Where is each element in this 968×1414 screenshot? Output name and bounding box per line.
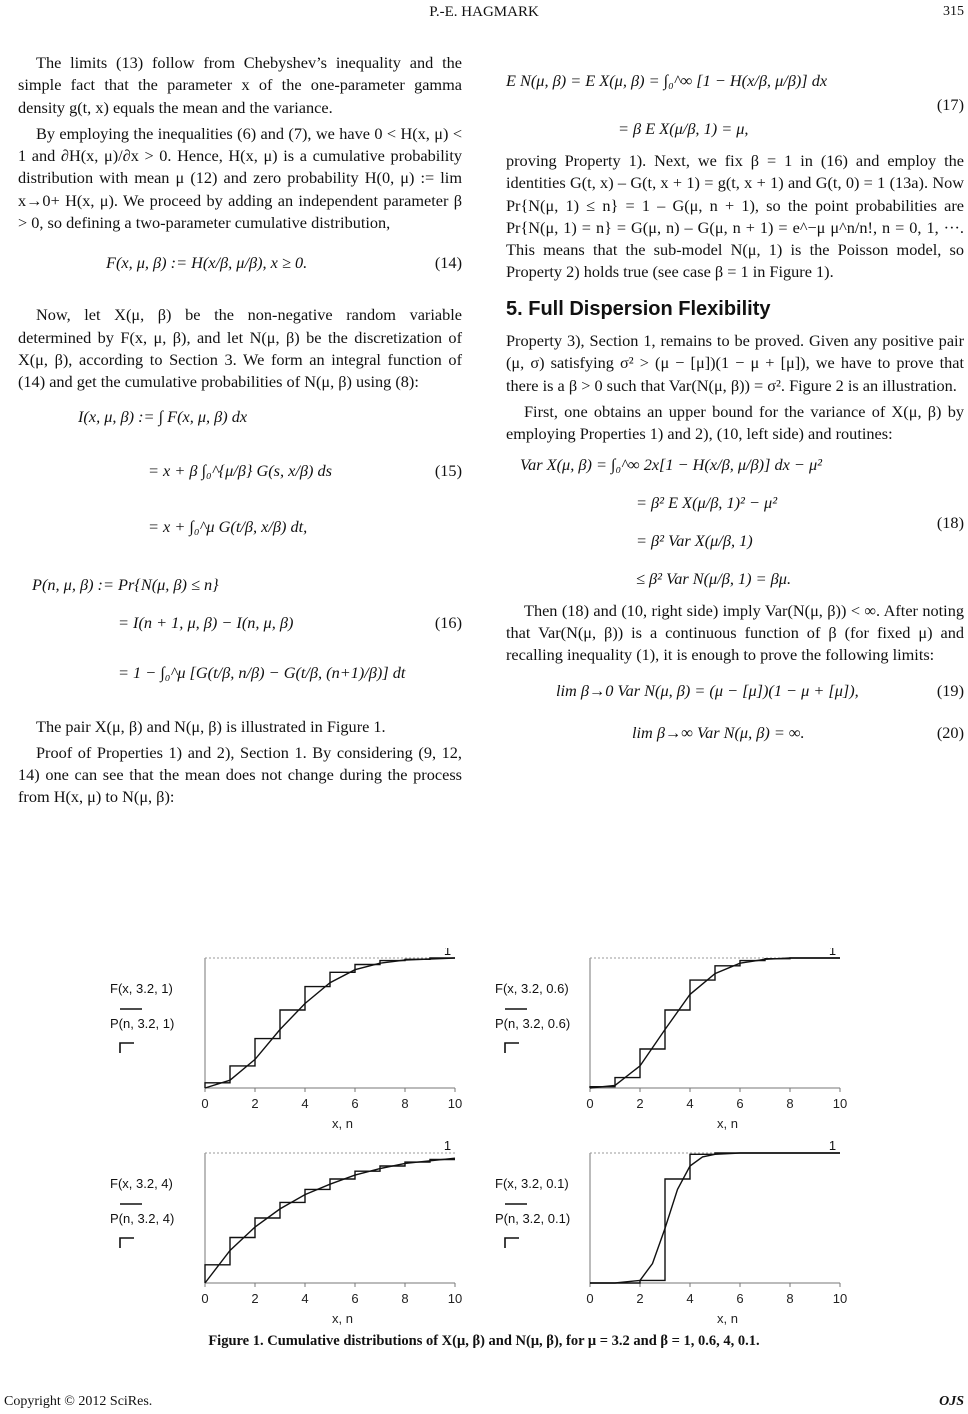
- x-tick-label: 2: [636, 1096, 644, 1111]
- equation-15-number: (15): [434, 460, 462, 480]
- paragraph-poisson: proving Property 1). Next, we fix β = 1 in (16) and employ the identities G(t, x) – G(t, x + 1) = g(t, x + 1) and G(t, 0) = 1 (13a). Now Pr{N(μ, 1) ≤ n} = 1 – G(μ, n + 1), so the point probabilities are Pr{N(μ, 1) = n} = G(μ, n) – G(μ, n + 1) = e^−μ μ^n/n!, n = 0, 1, ···. This means that the sub-model N(μ, 1) is the Poisson model, so Property 2) holds true (see case β = 1 in Figure 1).: [506, 151, 964, 282]
- legend-F-label: F(x, 3.2, 4): [110, 1176, 173, 1191]
- equation-16: [18, 566, 462, 716]
- x-axis-label: x, n: [332, 1116, 353, 1131]
- x-tick-label: 10: [447, 1291, 463, 1306]
- x-tick-label: 6: [351, 1096, 359, 1111]
- equation-20-number: (20): [936, 723, 964, 743]
- x-axis-label: x, n: [717, 1116, 738, 1131]
- figure-1-charts: [100, 948, 880, 1338]
- paragraph-figure-ref: The pair X(μ, β) and N(μ, β) is illustrated in Figure 1.: [36, 716, 386, 736]
- x-tick-label: 10: [447, 1096, 463, 1111]
- x-tick-label: 4: [301, 1096, 309, 1111]
- copyright-notice: Copyright © 2012 SciRes.: [4, 1394, 153, 1409]
- legend-P-label: P(n, 3.2, 1): [110, 1016, 175, 1031]
- paragraph-property-3: Property 3), Section 1, remains to be proved. Given any positive pair (μ, σ) satisfying σ² > (μ − [μ])(1 − μ + [μ]), we have to prove that there is a β > 0 such that Var(N(μ, β)) = σ². Figure 2 is an illustration.: [506, 331, 964, 395]
- equation-15-line-3: = x + ∫₀^μ G(t/β, x/β) dt,: [148, 516, 308, 536]
- x-tick-label: 0: [586, 1291, 594, 1306]
- equation-14-body: F(x, μ, β) := H(x/β, μ/β), x ≥ 0.: [106, 253, 308, 273]
- equation-16-line-3: = 1 − ∫₀^μ [G(t/β, n/β) − G(t/β, (n+1)/β)] dt: [118, 662, 406, 682]
- equation-16-number: (16): [434, 612, 462, 632]
- equation-18-line-2: = β² E X(μ/β, 1)² − μ²: [636, 492, 778, 512]
- equation-17: [506, 52, 964, 150]
- x-tick-label: 4: [686, 1291, 694, 1306]
- x-tick-label: 8: [786, 1291, 794, 1306]
- equation-18: [506, 450, 964, 600]
- series-P-step: [205, 1160, 455, 1284]
- equation-18-number: (18): [936, 512, 964, 532]
- legend-F-label: F(x, 3.2, 1): [110, 981, 173, 996]
- series-F-line: [590, 1153, 840, 1283]
- section-title: 5. Full Dispersion Flexibility: [506, 297, 771, 320]
- x-tick-label: 8: [401, 1291, 409, 1306]
- page-footer: [4, 1394, 964, 1410]
- equation-20-body: lim β→∞ Var N(μ, β) = ∞.: [632, 723, 805, 743]
- equation-18-line-4: ≤ β² Var N(μ/β, 1) = βμ.: [636, 568, 792, 588]
- paragraph-continuity: Then (18) and (10, right side) imply Var(N(μ, β)) < ∞. After noting that Var(N(μ, β)) is a continuous function of β (for fixed μ) and recalling inequality (1), it is enough to prove the following limits:: [506, 600, 964, 665]
- x-tick-label: 8: [786, 1096, 794, 1111]
- legend-P-swatch: [505, 1043, 519, 1053]
- figure-caption: Figure 1. Cumulative distributions of X(μ, β) and N(μ, β), for μ = 3.2 and β = 1, 0.6, 4, 0.1.: [208, 1333, 760, 1349]
- legend-P-label: P(n, 3.2, 4): [110, 1211, 175, 1226]
- equation-15: [18, 398, 462, 566]
- legend-P-swatch: [505, 1238, 519, 1248]
- equation-17-line-2: = β E X(μ/β, 1) = μ,: [618, 119, 749, 138]
- unit-label: 1: [828, 948, 837, 958]
- legend-P-label: P(n, 3.2, 0.1): [495, 1211, 571, 1226]
- legend-F-label: F(x, 3.2, 0.6): [495, 981, 569, 996]
- equation-16-line-2: = I(n + 1, μ, β) − I(n, μ, β): [118, 612, 294, 632]
- page-header: [0, 2, 968, 24]
- equation-18-line-1: Var X(μ, β) = ∫₀^∞ 2x[1 − H(x/β, μ/β)] dx − μ²: [520, 454, 823, 474]
- paragraph-proof: Proof of Properties 1) and 2), Section 1. By considering (9, 12, 14) one can see that the mean does not change during the process from H(x, μ) to N(μ, β):: [18, 742, 462, 807]
- x-tick-label: 4: [301, 1291, 309, 1306]
- x-axis-label: x, n: [332, 1311, 353, 1326]
- series-P-step: [590, 1153, 840, 1283]
- x-tick-label: 2: [251, 1096, 259, 1111]
- figure-1: [100, 948, 880, 1338]
- x-axis-label: x, n: [717, 1311, 738, 1326]
- x-tick-label: 6: [736, 1291, 744, 1306]
- equation-17-number: (17): [936, 95, 964, 114]
- equation-20: [506, 712, 964, 754]
- x-tick-label: 4: [686, 1096, 694, 1111]
- equation-15-line-1: I(x, μ, β) := ∫ F(x, μ, β) dx: [78, 406, 248, 426]
- equation-15-line-2: = x + β ∫₀^{μ/β} G(s, x/β) ds: [148, 460, 332, 480]
- paragraph-random-variable: Now, let X(μ, β) be the non-negative random variable determined by F(x, μ, β), and let N(μ, β) be the discretization of X(μ, β), according to Section 3. We form an integral function of (14) and get the cumulative probabilities of N(μ, β) using (8):: [18, 305, 462, 392]
- equation-16-line-1: P(n, μ, β) := Pr{N(μ, β) ≤ n}: [32, 574, 219, 594]
- equation-19-body: lim β→0 Var N(μ, β) = (μ − [μ])(1 − μ + [μ]),: [556, 681, 859, 701]
- series-P-step: [205, 958, 455, 1088]
- x-tick-label: 6: [736, 1096, 744, 1111]
- x-tick-label: 0: [201, 1291, 209, 1306]
- equation-18-line-3: = β² Var X(μ/β, 1): [636, 530, 753, 550]
- x-tick-label: 10: [832, 1291, 848, 1306]
- x-tick-label: 6: [351, 1291, 359, 1306]
- equation-19-number: (19): [936, 681, 964, 701]
- x-tick-label: 0: [586, 1096, 594, 1111]
- paragraph-upper-bound: First, one obtains an upper bound for the variance of X(μ, β) by employing Properties 1) and 2), (10, left side) and routines:: [506, 401, 964, 444]
- series-F-line: [205, 1158, 455, 1283]
- page-number: 315: [943, 4, 964, 19]
- legend-F-label: F(x, 3.2, 0.1): [495, 1176, 569, 1191]
- equation-14-number: (14): [434, 253, 462, 273]
- equation-17-line-1: E N(μ, β) = E X(μ, β) = ∫₀^∞ [1 − H(x/β, μ/β)] dx: [506, 71, 828, 90]
- x-tick-label: 2: [251, 1291, 259, 1306]
- right-column: [506, 52, 964, 754]
- unit-label: 1: [828, 1138, 837, 1153]
- x-tick-label: 10: [832, 1096, 848, 1111]
- legend-P-swatch: [120, 1043, 134, 1053]
- legend-P-label: P(n, 3.2, 0.6): [495, 1016, 571, 1031]
- unit-label: 1: [443, 1138, 452, 1153]
- legend-P-swatch: [120, 1238, 134, 1248]
- unit-label: 1: [443, 948, 452, 958]
- equation-19: [506, 670, 964, 712]
- journal-abbrev: OJS: [939, 1394, 964, 1409]
- x-tick-label: 0: [201, 1096, 209, 1111]
- paragraph-limits: The limits (13) follow from Chebyshev’s inequality and the simple fact that the parameter x of the one-parameter gamma density g(t, x) equals the mean and the variance.: [18, 53, 462, 117]
- running-head-author: P.-E. HAGMARK: [429, 4, 539, 20]
- left-column: [18, 52, 462, 813]
- x-tick-label: 2: [636, 1291, 644, 1306]
- paragraph-inequalities: By employing the inequalities (6) and (7), we have 0 < H(x, μ) < 1 and ∂H(x, μ)/∂x > 0. Hence, H(x, μ) is a cumulative probability distribution with mean μ (12) and zero probability H(0, μ) := lim x→0+ H(x, μ). We proceed by adding an independent parameter β > 0, so defining a two-parameter cumulative distribution,: [18, 123, 462, 233]
- x-tick-label: 8: [401, 1096, 409, 1111]
- equation-14: [18, 238, 462, 304]
- series-P-step: [590, 958, 840, 1088]
